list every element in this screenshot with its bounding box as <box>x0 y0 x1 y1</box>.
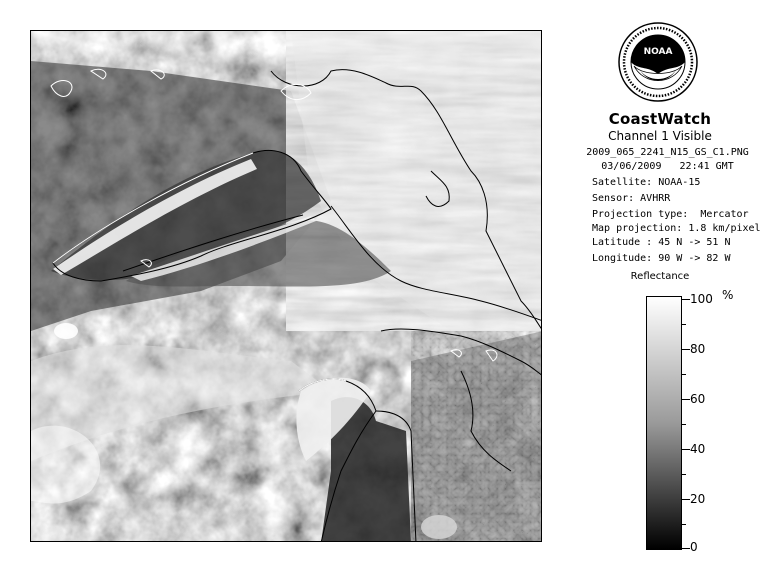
colorbar-unit: % <box>722 288 734 302</box>
tick-mark <box>682 349 690 350</box>
tick-label-0: 0 <box>690 540 698 554</box>
tick-mark-minor <box>682 424 686 425</box>
tick-mark-minor <box>682 524 686 525</box>
map-projection-text: Map projection: 1.8 km/pixel <box>592 223 761 234</box>
product-title: CoastWatch <box>608 110 712 128</box>
tick-label-20: 20 <box>690 492 706 506</box>
colorbar-title: Reflectance <box>630 271 690 282</box>
tick-mark <box>682 499 690 500</box>
sensor-text: Sensor: AVHRR <box>592 193 671 204</box>
tick-label-60: 60 <box>690 392 706 406</box>
noaa-wordmark: NOAA <box>643 47 673 57</box>
tick-label-80: 80 <box>690 342 706 356</box>
satellite-text: Satellite: NOAA-15 <box>592 177 701 188</box>
tick-mark-minor <box>682 324 686 325</box>
datetime-text: 03/06/2009 22:41 GMT <box>601 161 734 172</box>
noaa-logo <box>618 14 698 109</box>
reflectance-colorbar <box>646 296 682 550</box>
tick-mark <box>682 299 690 300</box>
tick-mark-minor <box>682 474 686 475</box>
latitude-text: Latitude : 45 N -> 51 N <box>592 237 731 248</box>
longitude-text: Longitude: 90 W -> 82 W <box>592 253 731 264</box>
noaa-seal-icon <box>618 14 698 109</box>
satellite-image <box>30 30 542 542</box>
tick-mark <box>682 449 690 450</box>
tick-mark-minor <box>682 374 686 375</box>
filename-text: 2009_065_2241_N15_GS_C1.PNG <box>586 147 749 158</box>
tick-mark <box>682 399 690 400</box>
tick-mark <box>682 548 690 549</box>
satellite-image-svg <box>31 31 542 542</box>
tick-label-100: 100 <box>690 292 713 306</box>
tick-label-40: 40 <box>690 442 706 456</box>
projection-type-text: Projection type: Mercator <box>592 209 749 220</box>
channel-label: Channel 1 Visible <box>608 129 712 143</box>
